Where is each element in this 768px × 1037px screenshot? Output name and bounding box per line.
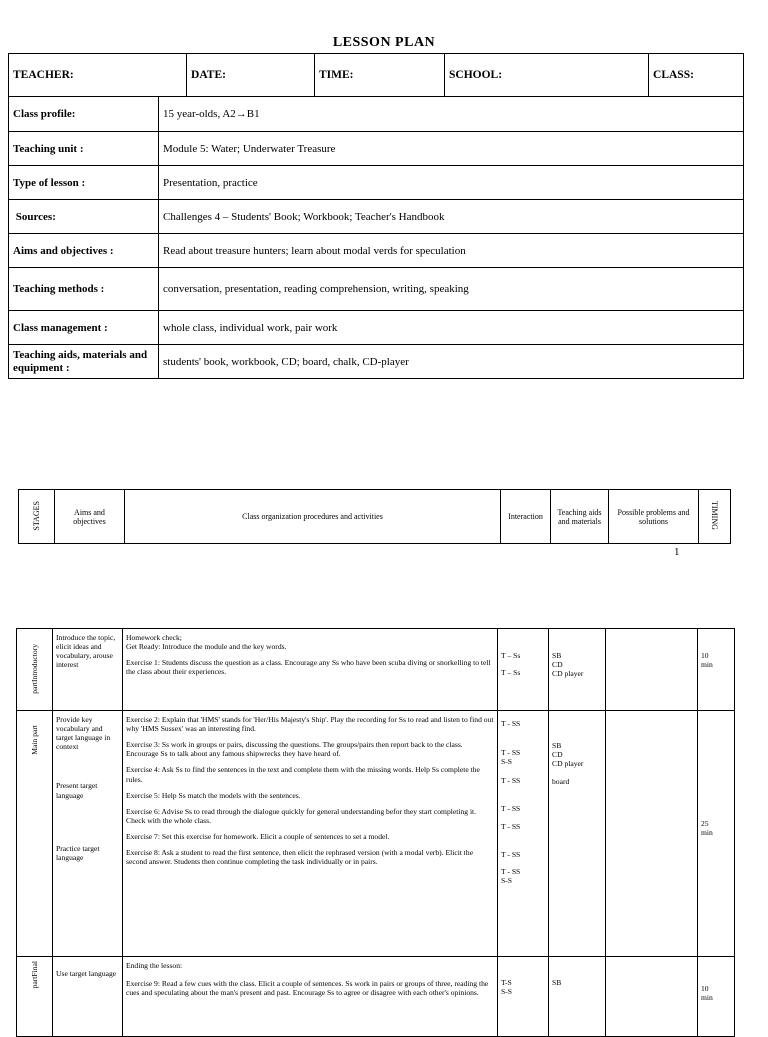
intro-interaction: T – Ss T – Ss xyxy=(498,629,549,711)
main-aids: SB CD CD player board xyxy=(549,711,606,957)
stages-header: STAGES xyxy=(19,490,55,544)
final-timing: 10 min xyxy=(698,957,735,1037)
main-problems xyxy=(606,711,698,957)
info-row xyxy=(9,166,744,200)
stages-header-table xyxy=(18,489,731,544)
lesson-type-value: Presentation, practice xyxy=(159,166,744,200)
lesson-info-table xyxy=(8,53,744,379)
sources-value: Challenges 4 – Students' Book; Workbook; Teacher's Handbook xyxy=(159,200,744,234)
school-label: SCHOOL: xyxy=(445,54,649,97)
main-aims: Provide key vocabulary and target language in context Present target language Practice target language xyxy=(53,711,123,957)
main-interaction: T - SS T - SS S-S T - SS T - SS T - SS T - SS T - SS S-S xyxy=(498,711,549,957)
final-interaction: T-S S-S xyxy=(498,957,549,1037)
intro-aids: SB CD CD player xyxy=(549,629,606,711)
info-row xyxy=(9,234,744,268)
problems-header: Possible problems and solutions xyxy=(609,490,699,544)
methods-label: Teaching methods : xyxy=(9,268,159,311)
aids-label: Teaching aids, materials and equipment : xyxy=(9,345,159,379)
stage-final: partFinal xyxy=(17,957,53,1037)
aims-label: Aims and objectives : xyxy=(9,234,159,268)
lesson-type-label: Type of lesson : xyxy=(9,166,159,200)
page-number: 1 xyxy=(674,546,680,558)
aids-value: students' book, workbook, CD; board, chalk, CD-player xyxy=(159,345,744,379)
methods-value: conversation, presentation, reading comprehension, writing, speaking xyxy=(159,268,744,311)
teaching-unit-value: Module 5: Water; Underwater Treasure xyxy=(159,132,744,166)
final-aims: Use target language xyxy=(53,957,123,1037)
stage-intro: partIntroductory xyxy=(17,629,53,711)
main-timing: 25 min xyxy=(698,711,735,957)
info-row xyxy=(9,268,744,311)
time-label: TIME: xyxy=(315,54,445,97)
management-value: whole class, individual work, pair work xyxy=(159,311,744,345)
info-row xyxy=(9,132,744,166)
aims-value: Read about treasure hunters; learn about modal verds for speculation xyxy=(159,234,744,268)
intro-aims: Introduce the topic, elicit ideas and vocabulary, arouse interest xyxy=(53,629,123,711)
teacher-label: TEACHER: xyxy=(9,54,187,97)
main-procedures: Exercise 2: Explain that 'HMS' stands for 'Her/His Majesty's Ship'. Play the recording for Ss to read and listen to find out why 'HMS Sussex' was an interesting find. Exercise 3: Ss work in groups or pairs, discussing the questions. The groups/pairs then report back to the class. Encourage Ss to talk about any famous shipwrecks they have heard of. Exercise 4: Ask Ss to find the sentences in the text and complete them with the missing words. Help Ss complete the rules. Exercise 5: Help Ss match the models with the sentences. Exercise 6: Advise Ss to read through the dialogue quickly for general understanding befor they start completing it. Check with the whole class. Exercise 7: Set this exercise for homework. Elicit a couple of sentences to set a model. Exercise 8: Ask a student to read the first sentence, then elicit the rephrased version (with a modal verb). Elicit the second answer. Students then continue completing the task individually or in pairs. xyxy=(123,711,498,957)
procedures-header: Class organization procedures and activities xyxy=(125,490,501,544)
final-problems xyxy=(606,957,698,1037)
info-row xyxy=(9,97,744,132)
timing-header: TIMING xyxy=(699,490,731,544)
intro-problems xyxy=(606,629,698,711)
aims-header: Aims and objectives xyxy=(55,490,125,544)
activities-table xyxy=(16,628,735,1037)
management-label: Class management : xyxy=(9,311,159,345)
info-row xyxy=(9,311,744,345)
intro-procedures: Homework check; Get Ready: Introduce the module and the key words. Exercise 1: Students discuss the question as a class. Encourage any Ss who have been scuba diving or snorkelling to tell the class about their experiences. xyxy=(123,629,498,711)
final-aids: SB xyxy=(549,957,606,1037)
info-row xyxy=(9,345,744,379)
aids-header: Teaching aids and materials xyxy=(551,490,609,544)
header-row xyxy=(9,54,744,97)
interaction-header: Interaction xyxy=(501,490,551,544)
date-label: DATE: xyxy=(187,54,315,97)
class-profile-label: Class profile: xyxy=(9,97,159,132)
table-row xyxy=(17,957,735,1037)
info-row xyxy=(9,200,744,234)
page-title: LESSON PLAN xyxy=(332,35,436,50)
table-row xyxy=(17,629,735,711)
intro-timing: 10 min xyxy=(698,629,735,711)
class-profile-value: 15 year-olds, A2→B1 xyxy=(159,97,744,132)
sources-label: Sources: xyxy=(9,200,159,234)
class-label: CLASS: xyxy=(649,54,744,97)
table-row xyxy=(17,711,735,957)
stage-main: Main part xyxy=(17,711,53,957)
teaching-unit-label: Teaching unit : xyxy=(9,132,159,166)
final-procedures: Ending the lesson: Exercise 9: Read a few cues with the class. Elicit a couple of sentences. Ss work in pairs or groups of three, reading the cues and speculating about the man's present and past. Encourage Ss to agree or disagree with each other's opinions. xyxy=(123,957,498,1037)
